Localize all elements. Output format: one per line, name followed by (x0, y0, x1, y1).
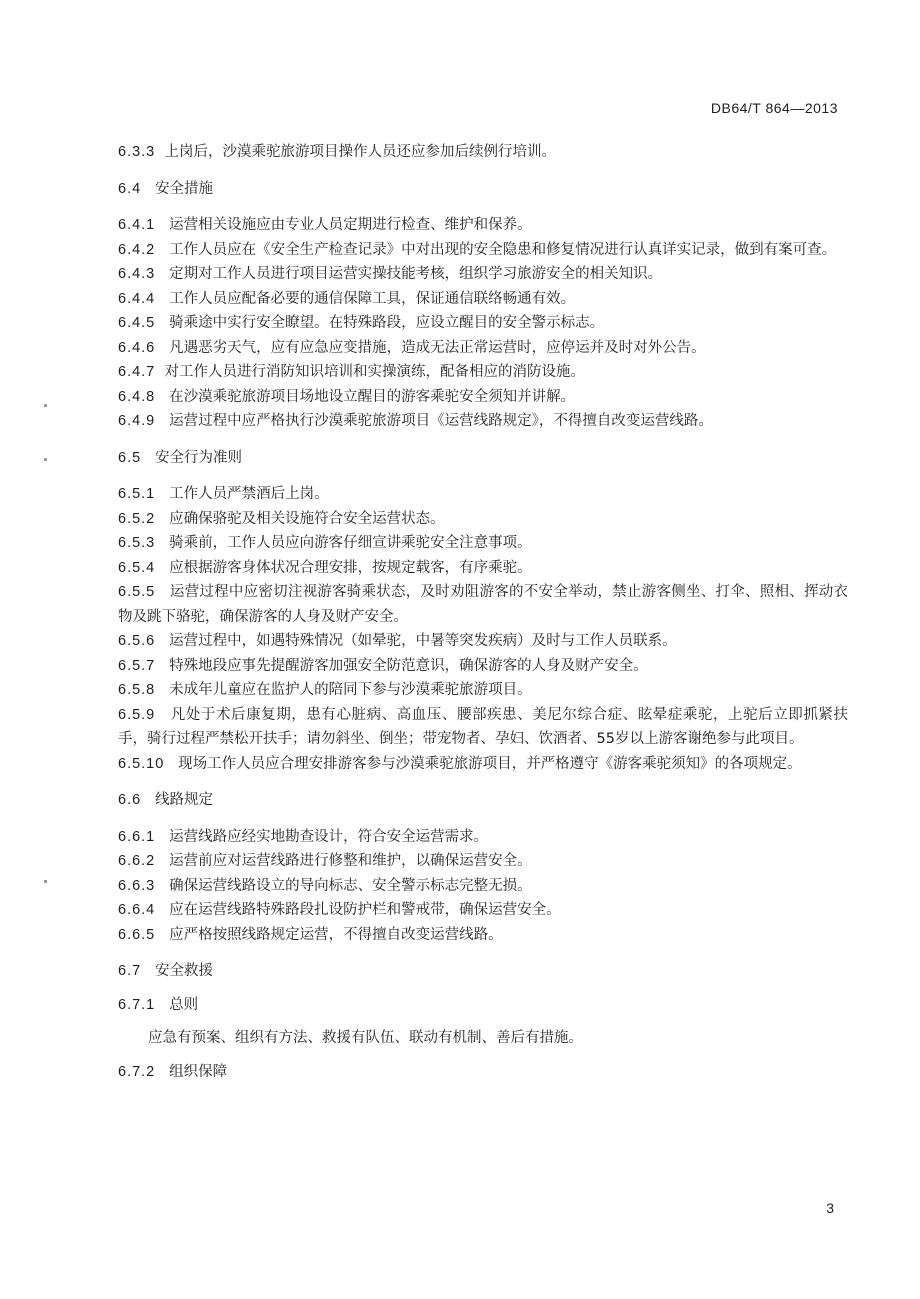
paragraph-6-7-1: 应急有预案、组织有方法、救援有队伍、联动有机制、善后有措施。 (148, 1030, 583, 1046)
clause-6-4-7: 6.4.7 对工作人员进行消防知识培训和实操演练，配备相应的消防设施。 (118, 364, 585, 380)
clause-6-4-4: 6.4.4 工作人员应配备必要的通信保障工具，保证通信联络畅通有效。 (118, 290, 576, 307)
subsection-heading-6-7-1: 6.7.1 总则 (118, 996, 199, 1013)
clause-6-4-3: 6.4.3 定期对工作人员进行项目运营实操技能考核，组织学习旅游安全的相关知识。 (118, 266, 663, 282)
clause-6-6-5: 6.6.5 应严格按照线路规定运营，不得擅自改变运营线路。 (118, 926, 503, 943)
clause-6-4-8: 6.4.8 在沙漠乘驼旅游项目场地设立醒目的游客乘驼安全须知并讲解。 (118, 388, 576, 405)
clause-6-5-6: 6.5.6 运营过程中，如遇特殊情况（如晕驼，中暑等突发疾病）及时与工作人员联系。 (118, 633, 677, 649)
page-number: 3 (826, 1200, 834, 1216)
document-code: DB64/T 864—2013 (710, 100, 838, 116)
section-heading-6-5: 6.5 安全行为准则 (118, 449, 242, 466)
scan-speck (44, 458, 47, 461)
clause-6-5-3: 6.5.3 骑乘前，工作人员应向游客仔细宣讲乘驼安全注意事项。 (118, 535, 532, 551)
clause-6-5-9: 6.5.9 凡处于术后康复期，患有心脏病、高血压、腰部疾患、美尼尔综合症、眩晕症乘驼，上驼后立即抓紧扶手，骑行过程严禁松开扶手；请勿斜坐、倒坐；带宠物者、孕妇、饮酒者、55岁以上游客谢绝参与此项目。 (118, 706, 848, 747)
clause-6-5-1: 6.5.1 工作人员严禁酒后上岗。 (118, 486, 329, 502)
clause-6-4-9: 6.4.9 运营过程中应严格执行沙漠乘驼旅游项目《运营线路规定》，不得擅自改变运营线路。 (118, 413, 713, 429)
clause-6-4-5: 6.4.5 骑乘途中实行安全瞭望。在特殊路段，应设立醒目的安全警示标志。 (118, 315, 605, 331)
clause-6-4-6: 6.4.6 凡遇恶劣天气，应有应急应变措施，造成无法正常运营时，应停运并及时对外公告。 (118, 339, 706, 356)
scan-speck (44, 880, 47, 883)
clause-6-5-8: 6.5.8 未成年儿童应在监护人的陪同下参与沙漠乘驼旅游项目。 (118, 682, 532, 698)
clause-6-3-3: 6.3.3 上岗后，沙漠乘驼旅游项目操作人员还应参加后续例行培训。 (118, 144, 556, 160)
subsection-heading-6-7-2: 6.7.2 组织保障 (118, 1063, 228, 1080)
clause-6-5-2: 6.5.2 应确保骆驼及相关设施符合安全运营状态。 (118, 510, 445, 527)
clause-6-6-2: 6.6.2 运营前应对运营线路进行修整和维护，以确保运营安全。 (118, 853, 532, 869)
section-heading-6-7: 6.7 安全救援 (118, 963, 213, 979)
clause-6-4-2: 6.4.2 工作人员应在《安全生产检查记录》中对出现的安全隐患和修复情况进行认真详实记录，做到有案可查。 (118, 241, 837, 258)
clause-6-4-1: 6.4.1 运营相关设施应由专业人员定期进行检查、维护和保养。 (118, 217, 532, 233)
clause-6-5-10: 6.5.10 现场工作人员应合理安排游客参与沙漠乘驼旅游项目，并严格遵守《游客乘驼须知》的各项规定。 (118, 755, 802, 772)
clause-6-6-1: 6.6.1 运营线路应经实地勘查设计，符合安全运营需求。 (118, 828, 489, 845)
clause-6-5-4: 6.5.4 应根据游客身体状况合理安排，按规定载客，有序乘驼。 (118, 559, 532, 576)
clause-6-6-3: 6.6.3 确保运营线路设立的导向标志、安全警示标志完整无损。 (118, 877, 532, 894)
section-heading-6-4: 6.4 安全措施 (118, 180, 213, 197)
section-heading-6-6: 6.6 线路规定 (118, 792, 213, 808)
clause-6-5-5: 6.5.5 运营过程中应密切注视游客骑乘状态，及时劝阻游客的不安全举动，禁止游客侧坐、打伞、照相、挥动衣物及跳下骆驼，确保游客的人身及财产安全。 (118, 584, 849, 625)
clause-6-6-4: 6.6.4 应在运营线路特殊路段扎设防护栏和警戒带，确保运营安全。 (118, 902, 561, 918)
scan-speck (44, 404, 47, 407)
document-body (118, 140, 848, 1084)
clause-6-5-7: 6.5.7 特殊地段应事先提醒游客加强安全防范意识，确保游客的人身及财产安全。 (118, 657, 648, 674)
